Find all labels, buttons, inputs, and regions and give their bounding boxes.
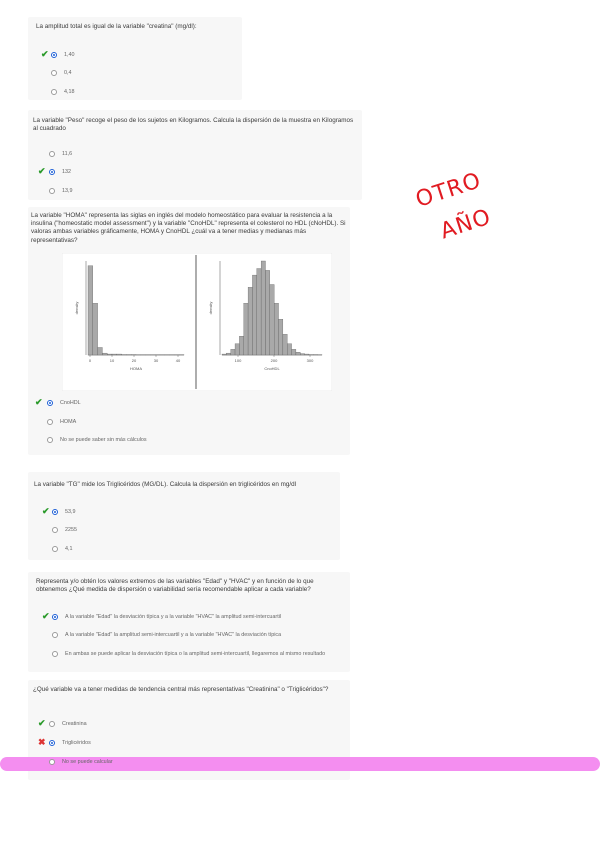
radio-button[interactable] [49,151,55,157]
answer-option[interactable]: A la variable "Edad" la desviación típica y a la variable "HVAC" la amplitud semi-intercuartil [52,612,281,622]
histogram-bar [279,319,283,355]
answer-option[interactable]: 2255 [52,525,77,535]
radio-button[interactable] [49,759,55,765]
histogram-bar [252,275,256,355]
answer-option[interactable]: 13,9 [49,186,73,196]
answer-option[interactable]: 11,6 [49,149,72,159]
check-icon: ✔ [38,718,46,728]
answer-option[interactable]: Triglicéridos [49,738,91,748]
radio-button[interactable] [49,721,55,727]
radio-button[interactable] [49,188,55,194]
radio-button[interactable] [52,632,58,638]
answer-option[interactable]: HOMA [47,417,76,427]
histogram-bar [257,269,261,355]
question-text: La variable "TG" mide los Triglicéridos (MG/DL). Calcula la dispersión en triglicéridos en mg/dl [34,481,297,488]
histogram-bar [231,349,235,355]
answer-option[interactable]: 4,1 [52,544,73,554]
radio-button[interactable] [52,614,58,620]
histogram-bar [112,354,117,355]
radio-button[interactable] [51,52,57,58]
check-icon: ✔ [35,397,43,407]
histogram-bar [88,266,93,355]
handwritten-note-line-2: AÑO [437,204,495,245]
histogram-bar [265,270,269,355]
histogram-bar [235,344,239,355]
question-text: ¿Qué variable va a tener medidas de tendencia central más representativas "Creatinina" o "Triglicéridos"? [33,686,329,693]
answer-option[interactable]: 132 [49,167,71,177]
handwritten-note-line-1: OTRO [412,168,485,213]
answer-option[interactable]: CnoHDL [47,398,81,408]
histogram-bar [296,352,300,355]
x-tick-label: 40 [175,358,181,363]
radio-button[interactable] [49,740,55,746]
x-tick-label: 20 [131,358,137,363]
radio-button[interactable] [47,419,53,425]
x-tick-label: 100 [234,358,242,363]
radio-button[interactable] [47,400,53,406]
histogram-bar [305,354,309,355]
histogram-bar [239,336,243,355]
x-tick-label: 200 [270,358,278,363]
histogram-bar [261,261,265,355]
radio-button[interactable] [52,651,58,657]
radio-button[interactable] [52,546,58,552]
histogram-bar [102,353,107,355]
check-icon: ✔ [42,506,50,516]
radio-button[interactable] [52,527,58,533]
x-tick-label: 0 [88,358,92,363]
answer-option[interactable]: 53,9 [52,507,76,517]
histogram-bar [248,287,252,355]
histogram-bar [117,354,122,355]
x-axis-label: CnoHDL [264,366,280,371]
y-axis-label: density [74,301,79,315]
x-tick-label: 10 [109,358,115,363]
histogram-bar [226,353,230,355]
question-text: La amplitud total es igual de la variable "creatina" (mg/dl): [36,23,197,30]
histogram-pair [62,253,332,391]
radio-button[interactable] [51,89,57,95]
check-icon: ✔ [38,166,46,176]
answer-option[interactable]: 0,4 [51,68,72,78]
radio-button[interactable] [51,70,57,76]
answer-option[interactable]: 1,40 [51,50,75,60]
radio-button[interactable] [47,437,53,443]
histogram-bar [287,344,291,355]
histogram-bar [270,285,274,356]
question-text: La variable "HOMA" representa las siglas en inglés del modelo homeostático para evaluar la resistencia a la insulina ("homeostatic model assessment") y la variable "CnoHDL" representa el colesterol no HDL (cNoHDL). Si valoras ambas variables gráficamente, HOMA y CnoHDL ¿cuál va a tener medias y medianas más representativas? [31,212,346,244]
histogram-bar [292,349,296,355]
radio-button[interactable] [49,169,55,175]
answer-option[interactable]: No se puede saber sin más cálculos [47,435,147,445]
histogram-bar [274,303,278,355]
answer-option[interactable]: A la variable "Edad" la amplitud semi-intercuartil y a la variable "HVAC" la desviación típica [52,630,281,640]
cross-icon: ✖ [38,737,46,747]
question-text: La variable "Peso" recoge el peso de los sujetos en Kilogramos. Calcula la dispersión de la muestra en Kilogramos al cuadrado [33,117,354,133]
histogram-bar [107,354,112,355]
x-axis-label: HOMA [130,366,142,371]
histogram-bar [222,354,226,355]
answer-option[interactable]: Creatinina [49,719,87,729]
check-icon: ✔ [42,611,50,621]
histogram-bar [300,354,304,355]
question-text: Representa y/o obtén los valores extremos de las variables "Edad" y "HVAC" y en función de lo que obtenemos ¿Qué medida de dispersión o variabilidad sería recomendable aplicar a cada variable? [36,578,314,594]
histogram-bar [283,334,287,355]
histogram-bar [93,303,98,355]
histogram-bar [98,347,103,355]
answer-option[interactable]: 4,18 [51,87,75,97]
check-icon: ✔ [41,49,49,59]
x-tick-label: 300 [306,358,314,363]
y-axis-label: density [208,301,213,315]
histogram-bar [244,303,248,355]
answer-option[interactable]: En ambas se puede aplicar la desviación típica o la amplitud semi-intercuartil, llegaremos al mismo resultado [52,649,325,659]
answer-option[interactable]: No se puede calcular [49,757,113,767]
x-tick-label: 30 [153,358,159,363]
radio-button[interactable] [52,509,58,515]
